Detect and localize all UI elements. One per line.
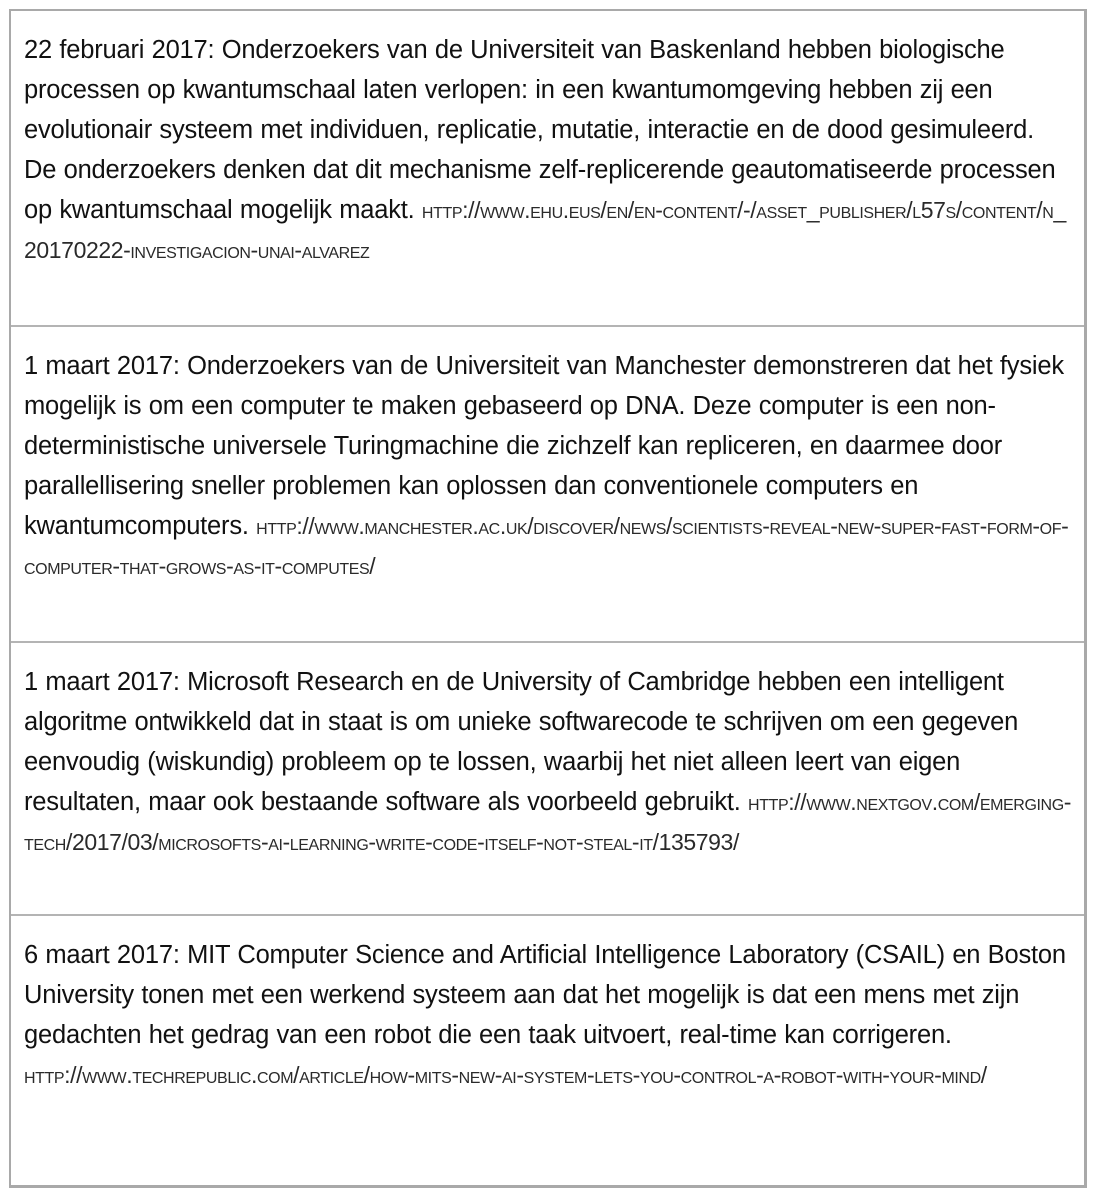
- news-table: [9, 9, 1087, 1188]
- source-link[interactable]: http://www.nextgov.com/emerging-tech/2017/03/microsofts-ai-learning-write-code-itself-not-steal-it/135793/: [24, 789, 1072, 855]
- table-row: [11, 914, 1084, 1185]
- entry-text: 1 maart 2017: Microsoft Research en de University of Cambridge hebben een intelligent algoritme ontwikkeld dat in staat is om unieke softwarecode te schrijven om een gegeven eenvoudig (wiskundig) probleem op te lossen, waarbij het niet alleen leert van eigen resultaten, maar ook bestaande software als voorbeeld gebruikt.: [24, 668, 1019, 816]
- table-row: [11, 11, 1084, 325]
- entry-text: 1 maart 2017: Onderzoekers van de Universiteit van Manchester demonstreren dat het fysiek mogelijk is om een computer te maken gebaseerd op DNA. Deze computer is een non-deterministische universele Turingmachine die zichzelf kan repliceren, en daarmee door parallellisering sneller problemen kan oplossen dan conventionele computers en kwantumcomputers.: [24, 352, 1064, 540]
- source-link[interactable]: http://www.manchester.ac.uk/discover/news/scientists-reveal-new-super-fast-form-of-computer-that-grows-as-it-computes/: [24, 513, 1069, 579]
- table-row: [11, 641, 1084, 914]
- entry-text: 22 februari 2017: Onderzoekers van de Universiteit van Baskenland hebben biologische processen op kwantumschaal laten verlopen: in een kwantumomgeving hebben zij een evolutionair systeem met individuen, replicatie, mutatie, interactie en de dood gesimuleerd. De onderzoekers denken dat dit mechanisme zelf-replicerende geautomatiseerde processen op kwantumschaal mogelijk maakt.: [24, 36, 1056, 224]
- source-link[interactable]: http://www.techrepublic.com/article/how-mits-new-ai-system-lets-you-control-a-robot-with-your-mind/: [24, 1062, 987, 1088]
- source-link[interactable]: http://www.ehu.eus/en/en-content/-/asset_publisher/l57s/content/n_20170222-investigacion-unai-alvarez: [24, 197, 1066, 263]
- entry-text: 6 maart 2017: MIT Computer Science and Artificial Intelligence Laboratory (CSAIL) en Boston University tonen met een werkend systeem aan dat het mogelijk is dat een mens met zijn gedachten het gedrag van een robot die een taak uitvoert, real-time kan corrigeren.: [24, 941, 1066, 1049]
- table-row: [11, 325, 1084, 641]
